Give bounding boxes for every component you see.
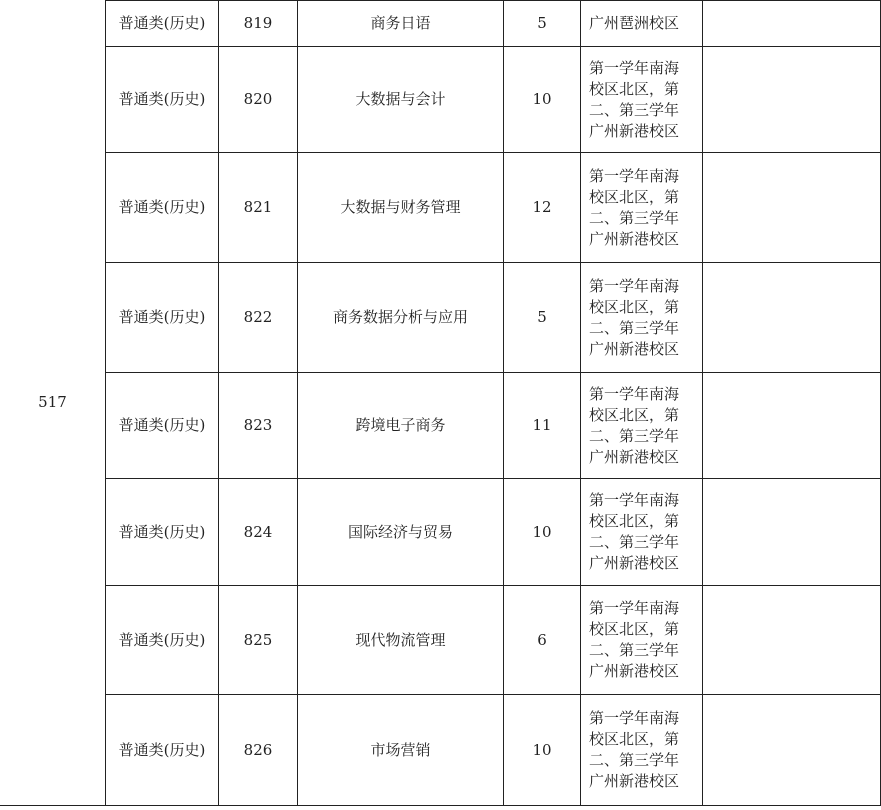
remarks-cell: [703, 373, 880, 478]
category-cell: 普通类(历史): [118, 308, 206, 326]
quota-cell: 5: [537, 308, 547, 326]
major-name-cell: 跨境电子商务: [355, 416, 446, 434]
major-code-cell: 819: [243, 14, 273, 32]
major-code-cell: 820: [243, 90, 273, 108]
category-cell: 普通类(历史): [118, 740, 206, 759]
remarks-cell: [703, 47, 880, 152]
major-name-cell: 商务数据分析与应用: [332, 308, 468, 326]
major-code-cell: 826: [243, 740, 273, 759]
quota-cell: 6: [537, 630, 547, 649]
campus-cell: 第一学年南海 校区北区，第 二、第三学年 广州新港校区: [589, 709, 680, 790]
major-name-cell: 国际经济与贸易: [347, 522, 453, 541]
major-name-cell: 市场营销: [370, 740, 431, 759]
major-code-cell: 824: [243, 522, 273, 541]
campus-cell: 广州琶洲校区: [589, 14, 680, 32]
quota-cell: 11: [532, 416, 552, 434]
campus-cell: 第一学年南海 校区北区，第 二、第三学年 广州新港校区: [589, 276, 680, 358]
remarks-cell: [703, 586, 880, 694]
quota-cell: 12: [532, 198, 552, 216]
campus-cell: 第一学年南海 校区北区，第 二、第三学年 广州新港校区: [589, 166, 680, 248]
quota-cell: 10: [532, 90, 552, 108]
major-name-cell: 现代物流管理: [355, 630, 446, 649]
remarks-cell: [703, 263, 880, 372]
group-code-cell: 517: [38, 393, 67, 411]
major-name-cell: 商务日语: [370, 14, 431, 32]
row-divider: [0, 805, 881, 806]
remarks-cell: [703, 479, 880, 585]
campus-cell: 第一学年南海 校区北区，第 二、第三学年 广州新港校区: [589, 384, 680, 466]
category-cell: 普通类(历史): [118, 522, 206, 541]
category-cell: 普通类(历史): [118, 90, 206, 108]
major-name-cell: 大数据与财务管理: [340, 198, 461, 216]
remarks-cell: [703, 153, 880, 262]
major-code-cell: 823: [243, 416, 273, 434]
campus-cell: 第一学年南海 校区北区，第 二、第三学年 广州新港校区: [589, 58, 680, 140]
remarks-cell: [703, 695, 880, 805]
campus-cell: 第一学年南海 校区北区，第 二、第三学年 广州新港校区: [589, 599, 680, 680]
category-cell: 普通类(历史): [118, 198, 206, 216]
major-code-cell: 825: [243, 630, 273, 649]
major-name-cell: 大数据与会计: [355, 90, 446, 108]
category-cell: 普通类(历史): [118, 14, 206, 32]
category-cell: 普通类(历史): [118, 630, 206, 649]
major-code-cell: 822: [243, 308, 273, 326]
quota-cell: 5: [537, 14, 547, 32]
major-code-cell: 821: [243, 198, 273, 216]
category-cell: 普通类(历史): [118, 416, 206, 434]
campus-cell: 第一学年南海 校区北区，第 二、第三学年 广州新港校区: [589, 491, 680, 572]
quota-cell: 10: [532, 522, 552, 541]
remarks-cell: [703, 1, 880, 46]
quota-cell: 10: [532, 740, 552, 759]
